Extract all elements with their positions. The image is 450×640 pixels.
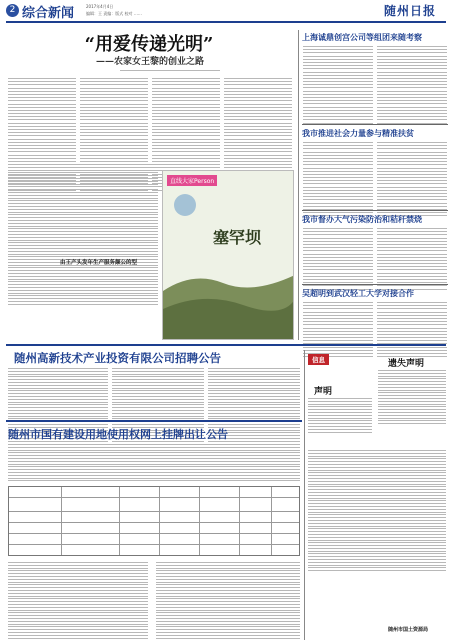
statement-body <box>308 398 372 434</box>
header-rule <box>6 21 446 23</box>
ad1-title: 随州高新技术产业投资有限公司招聘公告 <box>14 351 221 365</box>
story-2-body <box>303 142 373 219</box>
poster-frame <box>162 170 294 340</box>
story-1-title: 上海诚鼎创宫公司等组团来随考察 <box>302 33 422 42</box>
right-rule-2 <box>302 210 448 211</box>
lead-headline: “用爱传递光明” <box>84 34 214 55</box>
right-notice-body <box>308 450 446 573</box>
mid-story-subheader: 由王产头发年生产服务颠公的型 <box>60 260 138 266</box>
story-2-body-b <box>377 142 447 219</box>
story-1-body-b <box>377 46 447 126</box>
ad2-footer-body-b <box>156 562 300 640</box>
statement-title: 声明 <box>314 387 333 397</box>
parcel-table <box>8 486 300 556</box>
footer-sign: 随州市国土资源局 <box>388 627 429 633</box>
masthead: 随州日报 <box>384 4 437 18</box>
ad2-title: 随州市国有建设用地使用权网上挂牌出让公告 <box>8 428 228 441</box>
story-3-title: 我市督办大气污染防治和秸秆禁烧 <box>302 215 422 224</box>
story-3-body-b <box>377 228 447 292</box>
lead-subhead: ——农家女王黎的创业之路 <box>96 57 205 67</box>
story-1-body <box>303 46 373 126</box>
poster-title: 塞罕坝 <box>213 228 262 247</box>
story-2-title: 我市推进社会力量参与精准扶贫 <box>302 129 414 138</box>
info-badge: 信息 <box>308 354 329 365</box>
right-rule-1 <box>302 124 448 125</box>
poster-illustration <box>163 171 294 340</box>
section-title: 综合新闻 <box>22 6 75 21</box>
lost-notice-title: 遗失声明 <box>388 359 425 369</box>
ad2-body <box>8 444 300 483</box>
byline <box>120 70 220 73</box>
right-column-divider <box>298 30 299 340</box>
ad2-top-rule <box>6 420 302 422</box>
story-4-body-b <box>377 302 447 359</box>
story-4-title: 吴超明到武汉轻工大学对接合作 <box>302 289 414 298</box>
mid-story-body <box>8 164 158 307</box>
page-number-badge: 2 <box>6 4 19 17</box>
right-rule-3 <box>302 284 448 285</box>
story-3-body <box>303 228 373 292</box>
editor-line: 编辑：王 责编：版式 校对 …… <box>86 11 142 16</box>
ad2-footer-body <box>8 562 148 640</box>
notices-divider <box>304 350 305 640</box>
date-line: 2017年4月4日 <box>86 4 114 9</box>
poster-tag: 直线大家Person <box>167 175 217 186</box>
ad1-top-rule <box>6 344 446 346</box>
story-4-body <box>303 302 373 359</box>
lost-notice-body <box>378 370 446 426</box>
